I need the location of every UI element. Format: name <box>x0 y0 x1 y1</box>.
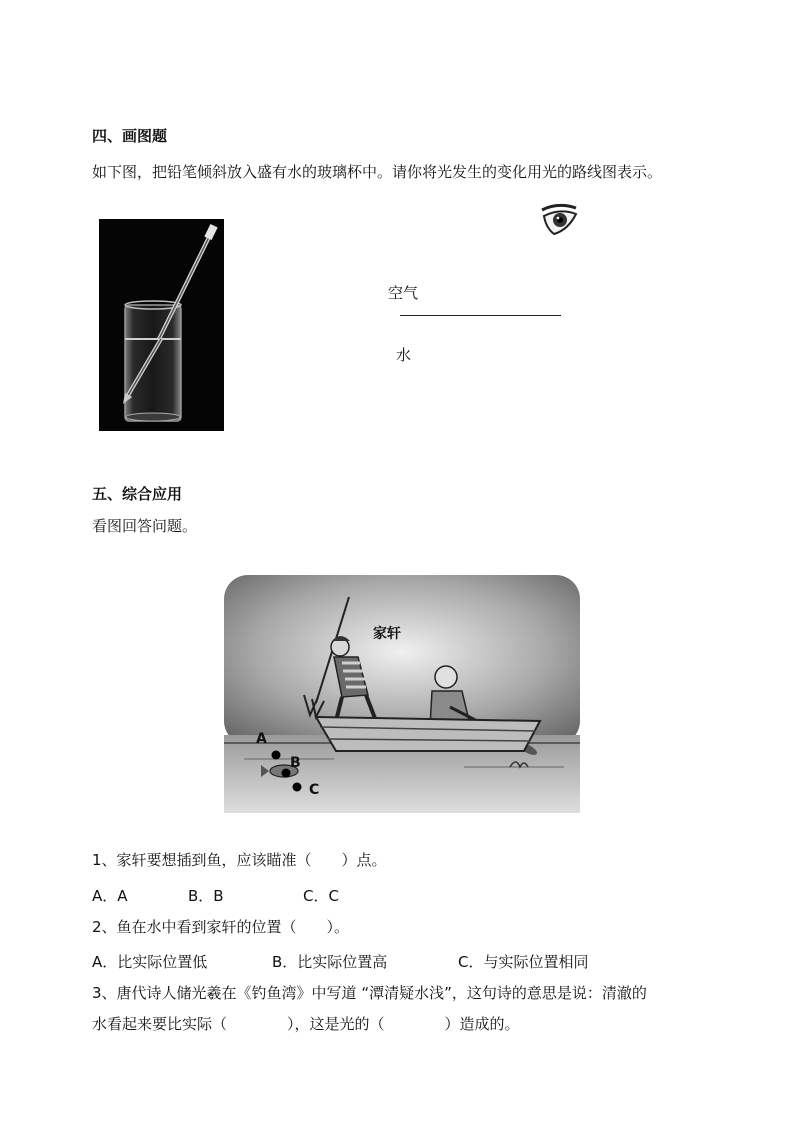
label-air: 空气 <box>388 284 419 302</box>
point-b-label: B <box>290 755 301 771</box>
question-2-text: 2、鱼在水中看到家轩的位置（ ）。 <box>92 918 350 936</box>
fishing-scene-drawing <box>224 545 580 813</box>
question-1-option-a: A．A <box>92 887 128 905</box>
section5-heading: 五、综合应用 <box>92 485 183 503</box>
section4-instruction: 如下图，把铅笔倾斜放入盛有水的玻璃杯中。请你将光发生的变化用光的路线图表示。 <box>92 163 663 181</box>
question-3-line-2: 水看起来要比实际（ ），这是光的（ ）造成的。 <box>92 1015 520 1033</box>
question-3-line-1: 3、唐代诗人储光羲在《钓鱼湾》中写道 “潭清疑水浅”，这句诗的意思是说：清澈的 <box>92 984 647 1002</box>
label-water: 水 <box>396 346 412 364</box>
question-2-option-b: B．比实际位置高 <box>272 953 388 971</box>
section4-heading: 四、画图题 <box>92 127 168 145</box>
point-c-label: C <box>309 782 320 798</box>
question-1-option-c: C．C <box>303 887 339 905</box>
label-jiaxuan: 家轩 <box>373 626 401 642</box>
question-2-option-c: C．与实际位置相同 <box>458 953 589 971</box>
pencil-in-glass-illustration <box>99 219 224 431</box>
question-2-option-a: A．比实际位置低 <box>92 953 208 971</box>
point-a-label: A <box>256 731 267 747</box>
eye-icon <box>538 200 582 240</box>
pencil-in-glass-photo <box>99 219 224 431</box>
fishing-boat-illustration <box>224 545 580 813</box>
question-1-text: 1、家轩要想插到鱼，应该瞄准（ ）点。 <box>92 851 387 869</box>
question-1-option-b: B．B <box>188 887 224 905</box>
section5-instruction: 看图回答问题。 <box>92 517 198 535</box>
air-water-boundary-line <box>400 315 561 316</box>
